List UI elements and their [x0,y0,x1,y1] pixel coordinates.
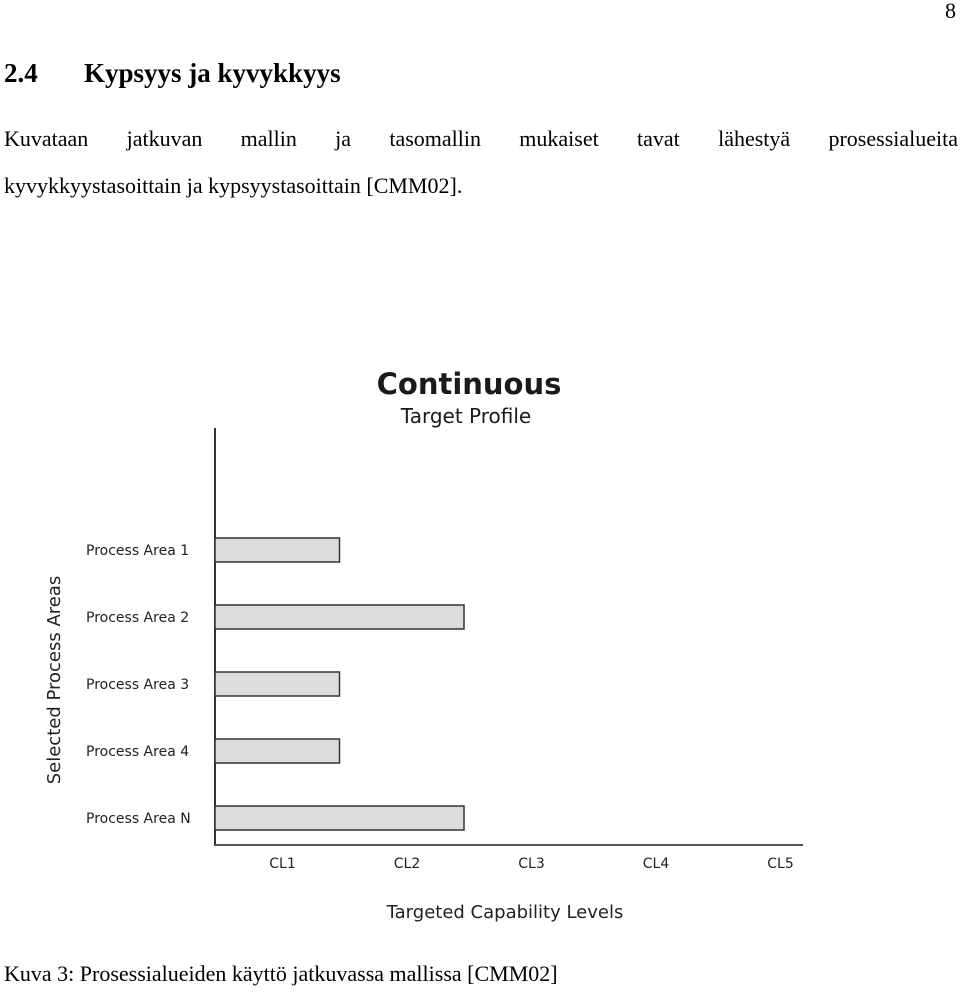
value-tick-label: CL2 [393,856,421,872]
section-heading [4,58,341,89]
bar [215,605,464,629]
bar [215,538,340,562]
bar [215,806,464,830]
paragraph-line-2: kyvykkyystasoittain ja kypsyystasoittain [CMM02]. [4,173,463,198]
bar [215,739,340,763]
figure-caption: Kuva 3: Prosessialueiden käyttö jatkuvassa mallissa [CMM02] [4,961,558,986]
page-number: 8 [945,0,956,23]
figure [0,350,960,940]
value-tick-label: CL5 [767,856,794,872]
chart-title: Continuous [376,367,562,401]
x-axis-label: Targeted Capability Levels [386,902,624,923]
value-tick-label: CL4 [642,856,670,872]
chart [0,350,960,940]
category-label: Process Area 2 [86,610,190,626]
value-tick-label: CL3 [518,856,545,872]
chart-subtitle: Target Profile [400,404,532,428]
category-label: Process Area 1 [86,543,190,559]
category-label: Process Area 3 [86,677,190,693]
paragraph-line-1: Kuvataan jatkuvan mallin ja tasomallin mukaiset tavat lähestyä prosessialueita [4,126,958,151]
category-label: Process Area 4 [86,744,190,760]
value-tick-label: CL1 [269,856,296,872]
category-label: Process Area N [86,811,191,827]
value-tick-labels [269,856,793,872]
bars-group [215,538,464,830]
section-number: 2.4 [4,58,38,88]
y-axis-label: Selected Process Areas [44,575,65,785]
category-labels [86,543,191,827]
section-title: Kypsyys ja kyvykkyys [84,58,341,88]
bar [215,672,340,696]
